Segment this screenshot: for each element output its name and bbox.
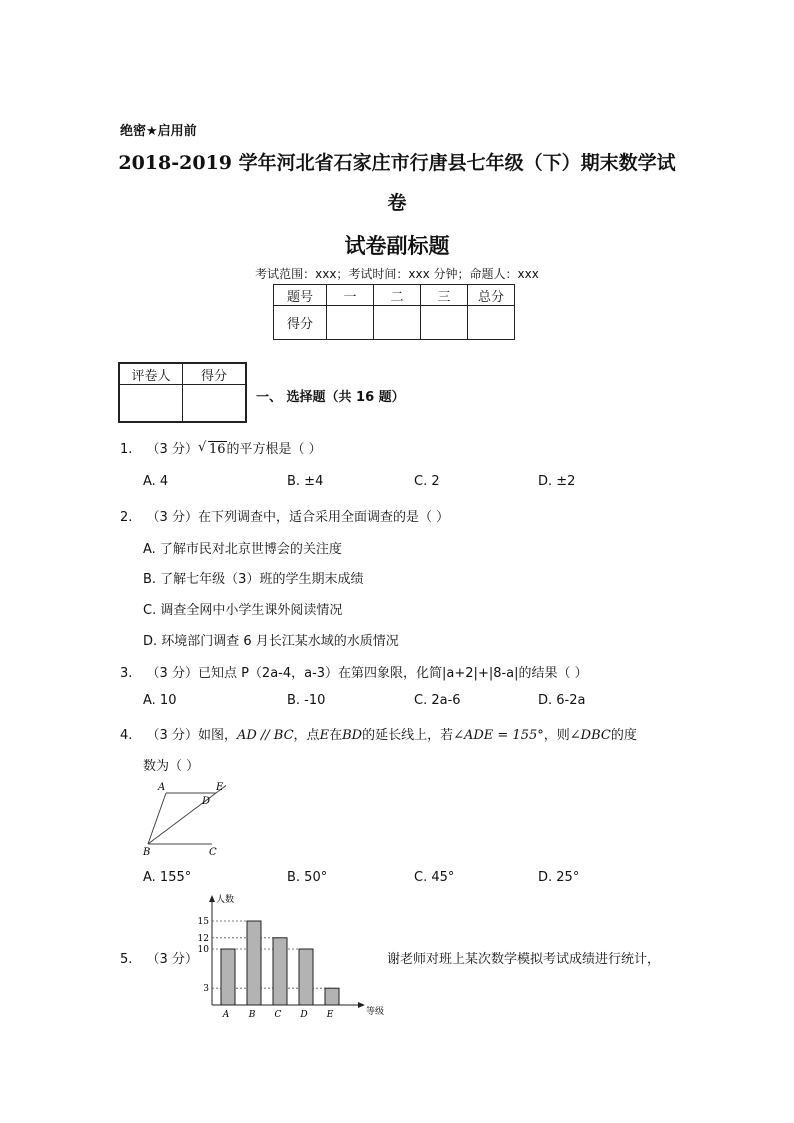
bar-b xyxy=(247,921,261,1005)
grader-header-cell: 评卷人 xyxy=(119,363,183,385)
y-tick-label: 10 xyxy=(197,945,209,955)
label-c: C xyxy=(209,847,217,858)
question-points: （3 分） xyxy=(146,728,198,743)
score-header-cell: 总分 xyxy=(468,285,515,306)
question-number: 5. xyxy=(120,952,133,967)
grader-cell[interactable] xyxy=(119,385,183,423)
question-number: 3. xyxy=(120,666,133,681)
score-header-cell: 三 xyxy=(421,285,468,306)
score-cell[interactable] xyxy=(421,306,468,340)
radical-sign-icon: √ xyxy=(197,440,207,455)
option-a[interactable]: A. 了解市民对北京世博会的关注度 xyxy=(143,542,342,557)
question-text: 如图， xyxy=(197,728,237,743)
grader-cell[interactable] xyxy=(183,385,247,423)
score-row-label: 得分 xyxy=(274,306,327,340)
option-b[interactable]: B. -10 xyxy=(287,693,326,708)
score-header-cell: 题号 xyxy=(274,285,327,306)
x-tick-label: E xyxy=(326,1010,334,1020)
question-text: 已知点 P（2a-4，a-3）在第四象限，化简|a+2|+|8-a|的结果（ ） xyxy=(197,666,588,681)
option-c[interactable]: C. 调查全网中小学生课外阅读情况 xyxy=(143,603,343,618)
option-d[interactable]: D. 25° xyxy=(538,870,580,885)
score-cell[interactable] xyxy=(327,306,374,340)
option-a[interactable]: A. 155° xyxy=(143,870,192,885)
radicand: 16 xyxy=(208,442,226,457)
sqrt-expression xyxy=(198,442,227,457)
math-expression: ∠ADE = 155° xyxy=(453,728,544,743)
question-2 xyxy=(120,506,449,525)
y-axis-label: 人数 xyxy=(216,895,235,905)
x-axis-label: 等级 xyxy=(366,1007,385,1017)
score-cell[interactable] xyxy=(374,306,421,340)
option-b[interactable]: B. 了解七年级（3）班的学生期末成绩 xyxy=(143,572,364,587)
question-1 xyxy=(120,438,322,457)
exam-title-line2: 卷 xyxy=(387,192,407,214)
y-tick-label: 12 xyxy=(197,933,209,944)
question-text: 在 xyxy=(329,728,343,743)
question-points: （3 分） xyxy=(146,442,198,457)
question-3 xyxy=(120,662,588,681)
math-expression: E xyxy=(319,728,330,743)
question-number: 4. xyxy=(120,728,133,743)
label-e: E xyxy=(216,782,224,793)
math-expression: BD xyxy=(342,728,363,743)
question-points: （3 分） xyxy=(146,510,198,525)
question-5-text: 谢老师对班上某次数学模拟考试成绩进行统计， xyxy=(387,952,661,967)
y-axis-arrow-icon xyxy=(209,895,215,902)
bar-a xyxy=(221,949,235,1005)
score-cell[interactable] xyxy=(468,306,515,340)
section-title: 一、 选择题（共 16 题） xyxy=(256,390,405,405)
label-d: D xyxy=(202,796,211,807)
question-text: ，则 xyxy=(543,728,570,743)
bar-d xyxy=(299,949,313,1005)
label-a: A xyxy=(158,782,166,793)
question-text: 的延长线上，若 xyxy=(362,728,454,743)
x-tick-label: C xyxy=(274,1010,282,1020)
option-c[interactable]: C. 2a-6 xyxy=(414,693,461,708)
option-a[interactable]: A. 4 xyxy=(143,474,169,489)
question-number: 2. xyxy=(120,510,133,525)
option-c[interactable]: C. 45° xyxy=(414,870,455,885)
x-tick-label: D xyxy=(300,1010,308,1020)
bar-e xyxy=(325,988,339,1005)
score-header-cell: 一 xyxy=(327,285,374,306)
option-c[interactable]: C. 2 xyxy=(414,474,440,489)
question-4 xyxy=(120,724,637,743)
question-number: 1. xyxy=(120,442,133,457)
exam-subtitle: 试卷副标题 xyxy=(344,234,450,258)
y-tick-label: 3 xyxy=(203,984,209,995)
x-tick-label: A xyxy=(222,1010,230,1020)
exam-title-line1: 2018-2019 学年河北省石家庄市行唐县七年级（下）期末数学试 xyxy=(118,152,676,174)
segment-ab xyxy=(148,793,166,844)
question-4-line2: 数为（ ） xyxy=(143,759,200,774)
grader-table xyxy=(118,362,247,423)
question-5 xyxy=(120,948,198,967)
confidential-mark: 绝密★启用前 xyxy=(120,124,197,139)
option-b[interactable]: B. 50° xyxy=(287,870,328,885)
option-b[interactable]: B. ±4 xyxy=(287,474,324,489)
y-tick-label: 15 xyxy=(197,917,209,927)
bar-c xyxy=(273,938,287,1005)
question-points: （3 分） xyxy=(146,952,198,967)
bar-chart xyxy=(190,890,395,1020)
question-text: 的平方根是（ ） xyxy=(226,442,322,457)
math-expression: ∠DBC xyxy=(569,728,611,743)
geometry-figure xyxy=(136,780,226,860)
x-tick-label: B xyxy=(248,1010,256,1020)
grader-header-cell: 得分 xyxy=(183,363,247,385)
math-expression: AD // BC xyxy=(236,728,294,743)
score-header-cell: 二 xyxy=(374,285,421,306)
option-d[interactable]: D. 6-2a xyxy=(538,693,586,708)
question-text: ，点 xyxy=(293,728,320,743)
question-points: （3 分） xyxy=(146,666,198,681)
score-table xyxy=(273,284,515,340)
question-text: 的度 xyxy=(610,728,637,743)
option-a[interactable]: A. 10 xyxy=(143,693,177,708)
option-d[interactable]: D. ±2 xyxy=(538,474,576,489)
option-d[interactable]: D. 环境部门调查 6 月长江某水域的水质情况 xyxy=(143,634,399,649)
exam-info: 考试范围：xxx；考试时间：xxx 分钟；命题人：xxx xyxy=(255,267,539,281)
x-axis-arrow-icon xyxy=(358,1002,365,1008)
label-b: B xyxy=(143,847,151,858)
question-text: 在下列调查中，适合采用全面调查的是（ ） xyxy=(197,510,450,525)
